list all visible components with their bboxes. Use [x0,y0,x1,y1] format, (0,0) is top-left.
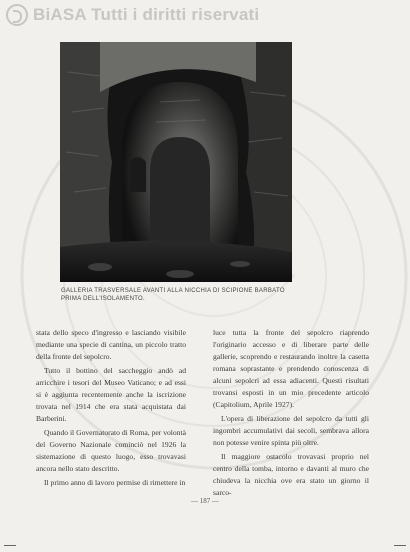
caption-line-2: PRIMA DELL'ISOLAMENTO. [61,296,145,302]
page-number: — 187 — [191,497,219,505]
tomb-gallery-image [60,42,292,282]
right-text-column [213,327,369,499]
paragraph: Il maggiore ostacolo trovavasi proprio nel centro della tomba, intorno e davanti al muro che chiudeva la nicchia ove era stato un giorno il sarco- [213,452,369,497]
left-text-column [36,327,186,489]
watermark-text: BiASA Tutti i diritti riservati [33,5,260,24]
gallery-photograph [60,42,292,282]
biasa-logo-icon [6,4,28,26]
scan-edge-mark [394,545,406,546]
paragraph: luce tutta la fronte del sepolcro riaprendo l'originario accesso e di liberare parte delle gallerie, scoprendo e restaurando inoltre la casetta romana soprastante e prendendo conoscenza di alcuni sepolcri ad essa adiacenti. Questi risultati trovansi esposti in un mio precedente articolo (Capitolium, Aprile 1927). [213,328,369,409]
paragraph: L'opera di liberazione del sepolcro da tutti gli ingombri accumulativi dai secoli, sembrava allora non potesse venire spinta più oltre. [213,414,369,447]
paragraph: stata dello speco d'ingresso e lasciando visibile mediante una specie di cantina, un piccolo tratto della fronte del sepolcro. [36,328,186,361]
figure-caption [61,287,301,303]
paragraph: Il primo anno di lavoro permise di rimettere in [44,478,186,487]
scan-edge-mark [4,545,16,546]
caption-line-1: GALLERIA TRASVERSALE AVANTI ALLA NICCHIA DI SCIPIONE BARBATO [61,288,285,294]
paragraph: Tutto il bottino del saccheggio andò ad arricchire i tesori del Museo Vaticano; e ad essi si è aggiunta recentemente anche la iscrizione trovata nel 1914 che era stata acquistata dai Barberini. [36,366,186,423]
watermark-banner [0,0,410,30]
paragraph: Quando il Governatorato di Roma, per volontà del Governo Nazionale cominciò nel 1926 la sistemazione di questo luogo, esso trovavasi ancora nello stato descritto. [36,428,186,473]
